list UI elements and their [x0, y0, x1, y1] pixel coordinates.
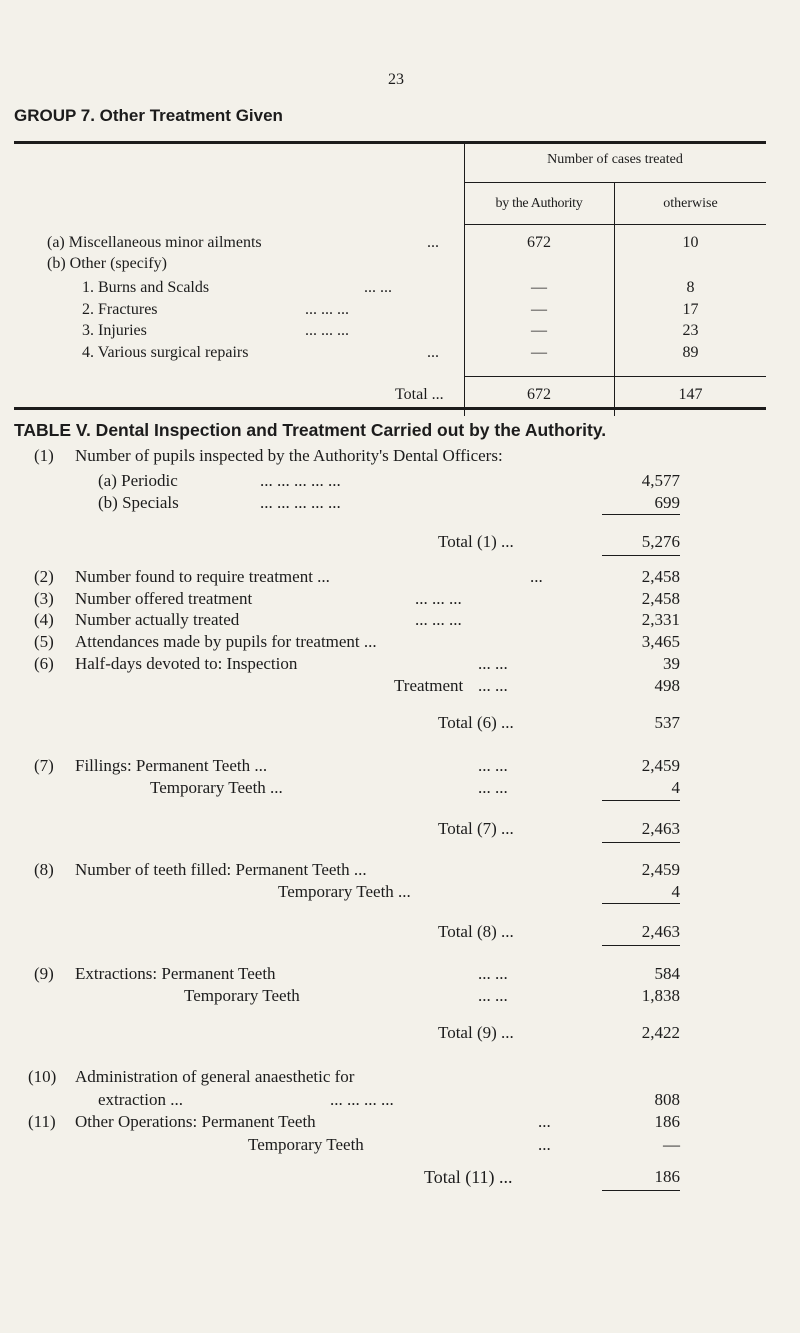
group7-row-dots: ...	[427, 234, 439, 251]
item-label: Temporary Teeth ...	[150, 778, 283, 797]
item-number: (11)	[28, 1112, 56, 1131]
item-value: 3,465	[641, 632, 680, 651]
item-dots: ... ... ...	[415, 610, 462, 629]
item-label: Number of teeth filled: Permanent Teeth ...	[75, 860, 367, 879]
item-value: 2,458	[641, 589, 680, 608]
item-label: Temporary Teeth	[184, 986, 300, 1005]
group7-row-c1: —	[531, 322, 547, 339]
group7-row-c1: 672	[527, 234, 551, 251]
group7-header-main: Number of cases treated	[547, 152, 683, 167]
item-value: 4	[671, 882, 680, 901]
item-value: 4,577	[641, 471, 680, 490]
item-value: 2,459	[641, 756, 680, 775]
item-dots: ...	[538, 1112, 551, 1131]
item-value: 498	[654, 676, 680, 695]
item-number: (10)	[28, 1067, 57, 1086]
item-label: (a) Periodic	[98, 471, 178, 490]
item-dots: ...	[530, 567, 543, 586]
item-value: 808	[654, 1090, 680, 1109]
total11-bottom-rule	[602, 1190, 680, 1191]
item-value: 186	[654, 1112, 680, 1131]
group7-total-rule	[464, 376, 766, 377]
total1-rule	[602, 514, 680, 515]
total-value: 5,276	[641, 532, 680, 551]
item-label: Number found to require treatment ...	[75, 567, 330, 586]
group7-row-c2: 8	[686, 279, 695, 296]
item-label: Other Operations: Permanent Teeth	[75, 1112, 316, 1131]
group7-row-label: (a) Miscellaneous minor ailments	[47, 234, 262, 251]
item-label: Temporary Teeth ...	[278, 882, 411, 901]
group7-vrule-mid	[614, 183, 615, 416]
total-label: Total (9) ...	[438, 1023, 514, 1042]
group7-row-label: 2. Fractures	[82, 301, 158, 318]
item-label: Half-days devoted to: Inspection	[75, 654, 298, 673]
item-label: Administration of general anaesthetic for	[75, 1067, 355, 1086]
group7-row-label: 1. Burns and Scalds	[82, 279, 210, 296]
item-dots: ... ...	[478, 756, 508, 775]
item-label: Number of pupils inspected by the Authority's Dental Officers:	[75, 446, 503, 465]
item-label: Temporary Teeth	[248, 1135, 364, 1154]
item-value: 699	[654, 493, 680, 512]
item-value: 1,838	[641, 986, 680, 1005]
item-value: 4	[671, 778, 680, 797]
group7-row-dots: ...	[427, 344, 439, 361]
item-label: Extractions: Permanent Teeth	[75, 964, 276, 983]
item-number: (2)	[34, 567, 54, 586]
item-number: (1)	[34, 446, 54, 465]
group7-row-dots: ... ...	[364, 279, 392, 296]
item-value: —	[663, 1135, 680, 1154]
total-value: 2,422	[641, 1023, 680, 1042]
group7-row-dots: ... ... ...	[305, 301, 349, 318]
item-label: (b) Specials	[98, 493, 179, 512]
group7-header-rule	[464, 182, 766, 183]
group7-row-c2: 23	[682, 322, 699, 339]
total-label: Total (6) ...	[438, 713, 514, 732]
item-dots: ... ... ... ...	[330, 1090, 394, 1109]
group7-row-c2: 10	[682, 234, 699, 251]
total-value: 2,463	[641, 922, 680, 941]
group7-row-c1: —	[531, 279, 547, 296]
table5-title: TABLE V. Dental Inspection and Treatment Carried out by the Authority.	[14, 420, 607, 440]
group7-row-label: (b) Other (specify)	[47, 255, 167, 272]
total-value: 537	[654, 713, 680, 732]
item-label: extraction ...	[98, 1090, 183, 1109]
item-dots: ... ...	[478, 986, 508, 1005]
item-dots: ... ...	[478, 964, 508, 983]
item-number: (4)	[34, 610, 54, 629]
item-label: Treatment	[394, 676, 464, 695]
group7-total-label: Total ...	[395, 386, 444, 403]
item-dots: ... ... ... ... ...	[260, 493, 341, 512]
total7-rule	[602, 800, 680, 801]
group7-top-rule	[14, 141, 766, 144]
group7-row-c1: —	[531, 344, 547, 361]
item-number: (8)	[34, 860, 54, 879]
item-label: Number actually treated	[75, 610, 240, 629]
item-value: 2,458	[641, 567, 680, 586]
item-dots: ... ...	[478, 676, 508, 695]
item-value: 2,331	[641, 610, 680, 629]
group7-total-c2: 147	[678, 386, 703, 403]
item-value: 39	[663, 654, 680, 673]
group7-row-label: 4. Various surgical repairs	[82, 344, 249, 361]
item-number: (7)	[34, 756, 54, 775]
group7-bottom-rule	[14, 407, 766, 410]
total1-bottom-rule	[602, 555, 680, 556]
item-dots: ... ...	[478, 778, 508, 797]
group7-row-label: 3. Injuries	[82, 322, 147, 339]
group7-row-c2: 89	[682, 344, 699, 361]
group7-subheader-rule	[464, 224, 766, 225]
group7-total-c1: 672	[527, 386, 551, 403]
item-label: Fillings: Permanent Teeth ...	[75, 756, 268, 775]
item-value: 2,459	[641, 860, 680, 879]
page-number: 23	[388, 71, 404, 88]
total8-rule	[602, 903, 680, 904]
item-label: Number offered treatment	[75, 589, 253, 608]
total7-bottom-rule	[602, 842, 680, 843]
total-label: Total (1) ...	[438, 532, 514, 551]
item-number: (3)	[34, 589, 54, 608]
group7-title: GROUP 7. Other Treatment Given	[14, 106, 283, 125]
item-dots: ... ... ...	[415, 589, 462, 608]
item-dots: ... ... ... ... ...	[260, 471, 341, 490]
item-number: (5)	[34, 632, 54, 651]
total-label: Total (8) ...	[438, 922, 514, 941]
item-dots: ... ...	[478, 654, 508, 673]
group7-header-col2: otherwise	[663, 196, 718, 211]
item-dots: ...	[538, 1135, 551, 1154]
item-number: (9)	[34, 964, 54, 983]
group7-row-dots: ... ... ...	[305, 322, 349, 339]
item-label: Attendances made by pupils for treatment ...	[75, 632, 377, 651]
total-label: Total (11) ...	[424, 1167, 513, 1187]
group7-header-col1: by the Authority	[495, 196, 583, 211]
total-value: 2,463	[641, 819, 680, 838]
total-value: 186	[654, 1167, 680, 1186]
item-value: 584	[654, 964, 680, 983]
total-label: Total (7) ...	[438, 819, 514, 838]
item-number: (6)	[34, 654, 54, 673]
total8-bottom-rule	[602, 945, 680, 946]
group7-row-c2: 17	[682, 301, 699, 318]
group7-row-c1: —	[531, 301, 547, 318]
